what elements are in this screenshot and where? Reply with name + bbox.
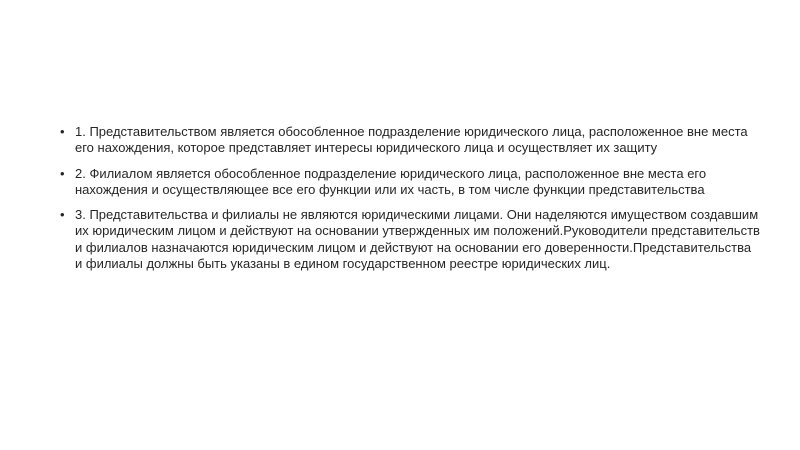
bullet-text-2: 2. Филиалом является обособленное подразделение юридического лица, расположенное вне места его нахождения и осуществляющее все его функции или их часть, в том числе функции представительства xyxy=(75,165,707,197)
bullet-list xyxy=(60,124,760,281)
bullet-icon: • xyxy=(60,165,65,181)
bullet-item-3 xyxy=(60,207,760,272)
bullet-icon: • xyxy=(60,124,65,139)
bullet-item-1 xyxy=(60,124,760,157)
bullet-item-2 xyxy=(60,166,760,199)
bullet-icon: • xyxy=(60,207,65,223)
bullet-text-1: 1. Представительством является обособленное подразделение юридического лица, расположенное вне места его нахождения, которое представляет интересы юридического лица и осуществляет их защиту xyxy=(75,124,748,156)
bullet-text-3: 3. Представительства и филиалы не являются юридическими лицами. Они наделяются имуществом создавшим их юридическим лицом и действуют на основании утвержденных им положений.Руководители представительств и филиалов назначаются юридическим лицом и действуют на основании его доверенности.Представительства и филиалы должны быть указаны в едином государственном реестре юридических лиц. xyxy=(75,207,760,272)
